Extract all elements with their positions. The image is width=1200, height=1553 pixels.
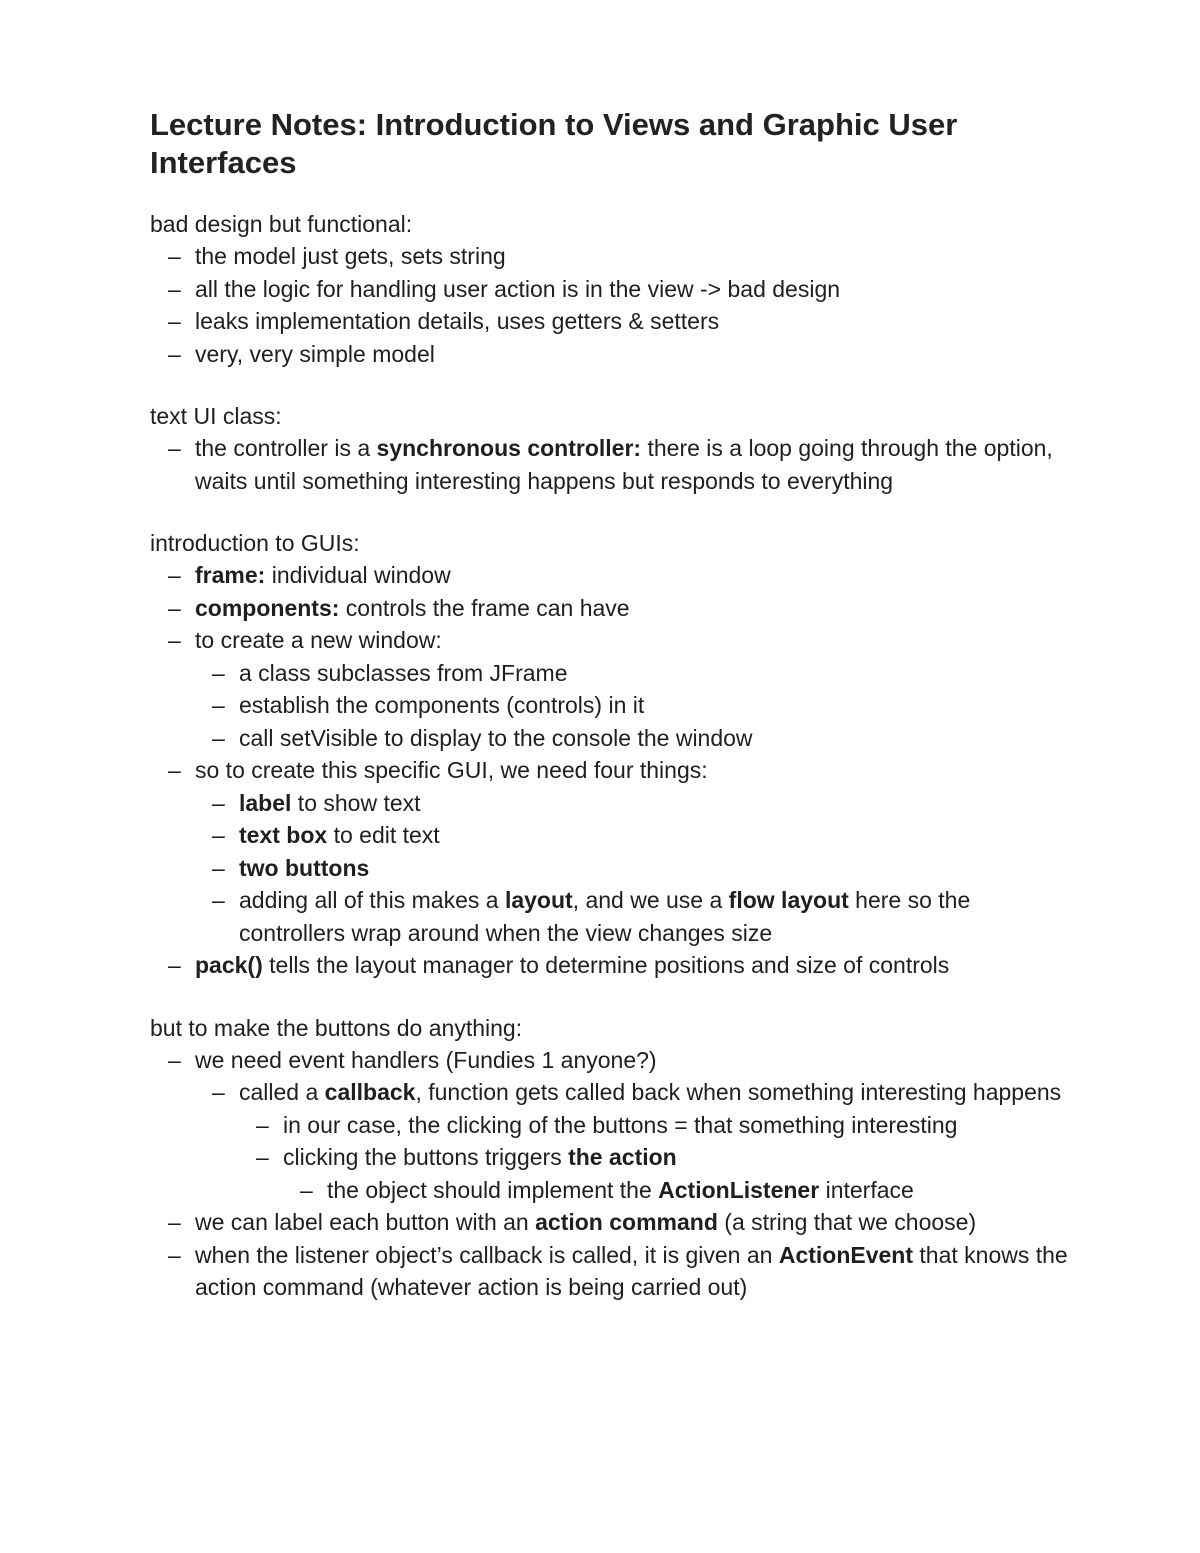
bold-term: frame: xyxy=(195,562,266,588)
bold-term: pack() xyxy=(195,952,263,978)
list-item: – establish the components (controls) in it xyxy=(239,689,1070,722)
text-run: adding all of this makes a xyxy=(239,887,505,913)
nested-list xyxy=(195,1076,1070,1206)
text-run: controls the frame can have xyxy=(339,594,630,621)
bullet-list xyxy=(150,559,1070,982)
list-item: – all the logic for handling user action is in the view -> bad design xyxy=(195,273,1070,306)
text-run: , and we use a xyxy=(572,887,729,913)
list-item: – call setVisible to display to the console the window xyxy=(239,722,1070,755)
list-item xyxy=(195,592,1070,625)
bullet-list xyxy=(150,1044,1070,1304)
list-item xyxy=(195,949,1070,982)
list-item xyxy=(327,1174,1070,1207)
bold-term: two buttons xyxy=(239,854,370,881)
list-item: – in our case, the clicking of the buttons = that something interesting xyxy=(283,1109,1070,1142)
list-item: – the model just gets, sets string xyxy=(195,240,1070,273)
nested-list xyxy=(283,1174,1070,1207)
text-run: to show text xyxy=(291,789,421,816)
text-run: interface xyxy=(819,1176,914,1203)
section-intro-guis xyxy=(150,527,1070,982)
list-item xyxy=(239,1076,1070,1206)
text-run: , function gets called back when something interesting happens xyxy=(415,1079,1062,1105)
text-run: called a xyxy=(239,1079,325,1105)
section-buttons-action xyxy=(150,1012,1070,1304)
list-item xyxy=(239,787,1070,820)
list-item xyxy=(195,624,1070,754)
text-run: to edit text xyxy=(327,822,440,848)
text-run: we need event handlers (Fundies 1 anyone?) xyxy=(195,1046,657,1073)
list-item xyxy=(195,1044,1070,1207)
text-run: to create a new window: xyxy=(195,627,442,653)
text-run: here so the controllers wrap around when the view changes size xyxy=(239,887,971,946)
notes-page xyxy=(150,106,1070,1304)
list-item xyxy=(239,852,1070,885)
section-heading: but to make the buttons do anything: xyxy=(150,1014,523,1041)
section-heading: introduction to GUIs: xyxy=(150,530,360,556)
bold-term: label xyxy=(239,789,292,816)
list-item xyxy=(195,559,1070,592)
list-item xyxy=(195,1239,1070,1304)
list-item: – very, very simple model xyxy=(195,338,1070,371)
list-item xyxy=(239,884,1070,949)
bold-term: the action xyxy=(568,1144,677,1170)
nested-list xyxy=(195,657,1070,755)
text-run: (a string that we choose) xyxy=(717,1209,977,1235)
section-heading: bad design but functional: xyxy=(150,211,413,237)
text-run: the object should implement the xyxy=(327,1176,659,1203)
bullet-list xyxy=(150,432,1070,497)
list-item: – leaks implementation details, uses getters & setters xyxy=(195,305,1070,338)
text-run: so to create this specific GUI, we need four things: xyxy=(195,757,708,783)
text-run: there is a loop going through the option, waits until something interesting happens but responds to everything xyxy=(195,435,1053,494)
bold-term: ActionListener xyxy=(658,1176,820,1203)
bold-term: action command xyxy=(535,1209,718,1235)
list-item xyxy=(195,1206,1070,1239)
section-text-ui-class xyxy=(150,400,1070,497)
bold-term: text box xyxy=(239,822,328,848)
text-run: that knows the action command (whatever action is being carried out) xyxy=(195,1241,1068,1300)
bold-term: layout xyxy=(504,887,573,913)
text-run: we can label each button with an xyxy=(195,1209,536,1235)
bold-term: components: xyxy=(195,594,340,621)
section-heading: text UI class: xyxy=(150,403,282,429)
bullet-list xyxy=(150,240,1070,370)
list-item xyxy=(195,432,1070,497)
bold-term: ActionEvent xyxy=(778,1241,914,1268)
text-run: individual window xyxy=(265,562,451,588)
list-item xyxy=(195,754,1070,949)
list-item xyxy=(283,1141,1070,1206)
bold-term: synchronous controller: xyxy=(376,435,642,461)
text-run: clicking the buttons triggers xyxy=(283,1144,569,1170)
bold-term: callback xyxy=(324,1079,416,1105)
text-run: the controller is a xyxy=(195,435,377,461)
bold-term: flow layout xyxy=(728,887,849,913)
list-item: – a class subclasses from JFrame xyxy=(239,657,1070,690)
list-item xyxy=(239,819,1070,852)
section-bad-design xyxy=(150,208,1070,370)
nested-list xyxy=(195,787,1070,950)
text-run: tells the layout manager to determine positions and size of controls xyxy=(262,952,950,978)
page-title: Lecture Notes: Introduction to Views and Graphic User Interfaces xyxy=(150,107,958,180)
nested-list xyxy=(239,1109,1070,1207)
text-run: when the listener object’s callback is called, it is given an xyxy=(195,1241,779,1268)
